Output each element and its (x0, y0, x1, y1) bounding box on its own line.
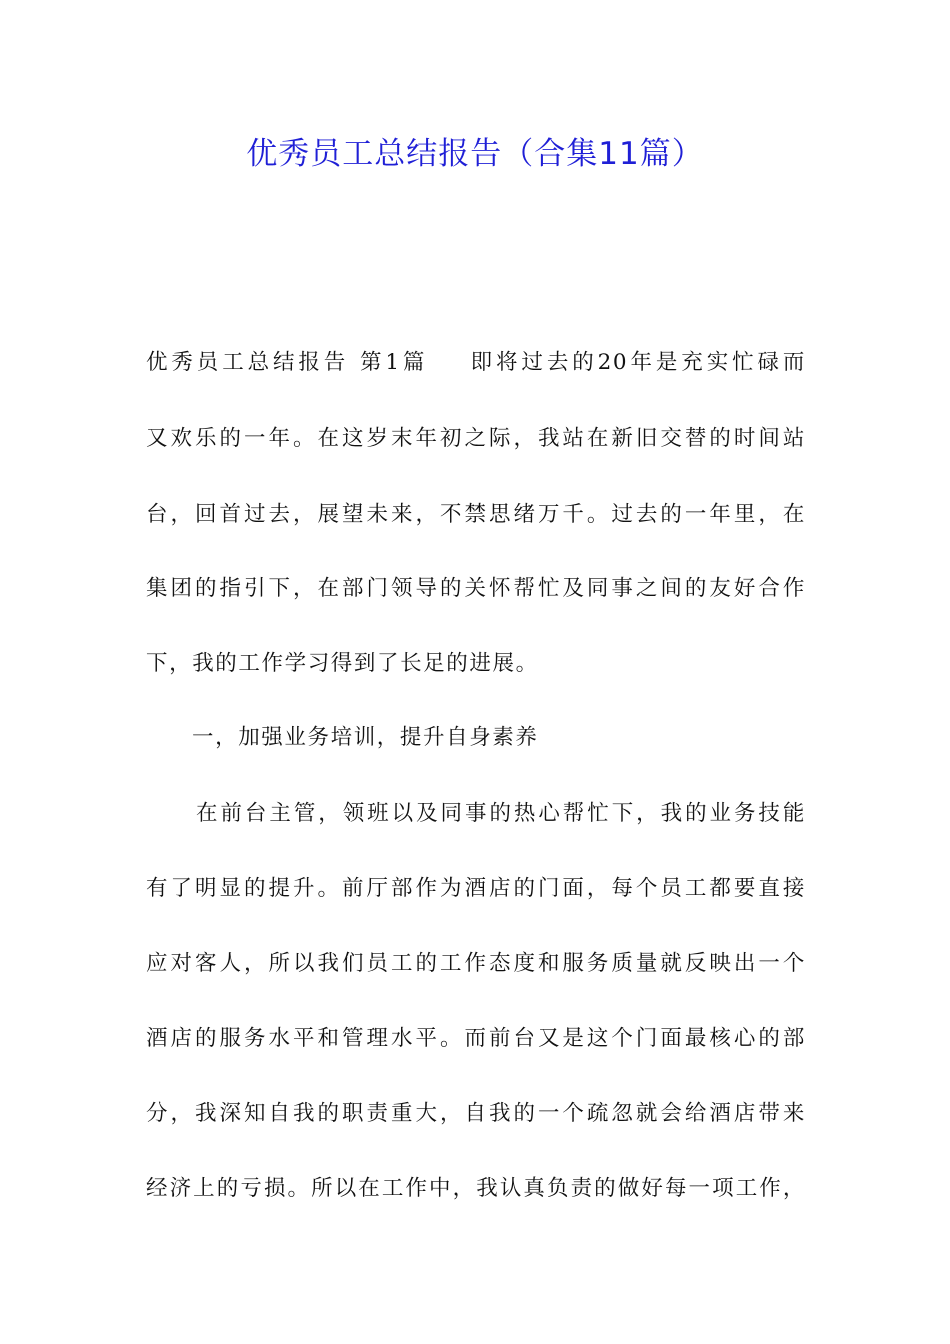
paragraph-text: 即将过去的20年是充实忙碌而 (468, 350, 806, 375)
paragraph-line: 酒店的服务水平和管理水平。而前台又是这个门面最核心的部 (146, 1026, 806, 1051)
paragraph-line: 在前台主管，领班以及同事的热心帮忙下，我的业务技能 (196, 801, 806, 826)
paragraph-line: 台，回首过去，展望未来，不禁思绪万千。过去的一年里，在 (146, 502, 806, 527)
paragraph-line: 下，我的工作学习得到了长足的进展。 (146, 651, 539, 676)
section-heading: 一，加强业务培训，提升自身素养 (192, 725, 539, 750)
document-title: 优秀员工总结报告（合集11篇） (246, 136, 704, 172)
paragraph-line: 有了明显的提升。前厅部作为酒店的门面，每个员工都要直接 (146, 876, 806, 901)
paragraph-line (146, 345, 806, 376)
paragraph-line: 分，我深知自我的职责重大，自我的一个疏忽就会给酒店带来 (146, 1101, 806, 1126)
paragraph-line: 应对客人，所以我们员工的工作态度和服务质量就反映出一个 (146, 951, 806, 976)
section-label: 优秀员工总结报告 第1篇 (146, 350, 429, 375)
paragraph-line: 又欢乐的一年。在这岁末年初之际，我站在新旧交替的时间站 (146, 426, 806, 451)
paragraph-line: 集团的指引下，在部门领导的关怀帮忙及同事之间的友好合作 (146, 576, 806, 601)
paragraph-line: 经济上的亏损。所以在工作中，我认真负责的做好每一项工作， (146, 1176, 806, 1201)
